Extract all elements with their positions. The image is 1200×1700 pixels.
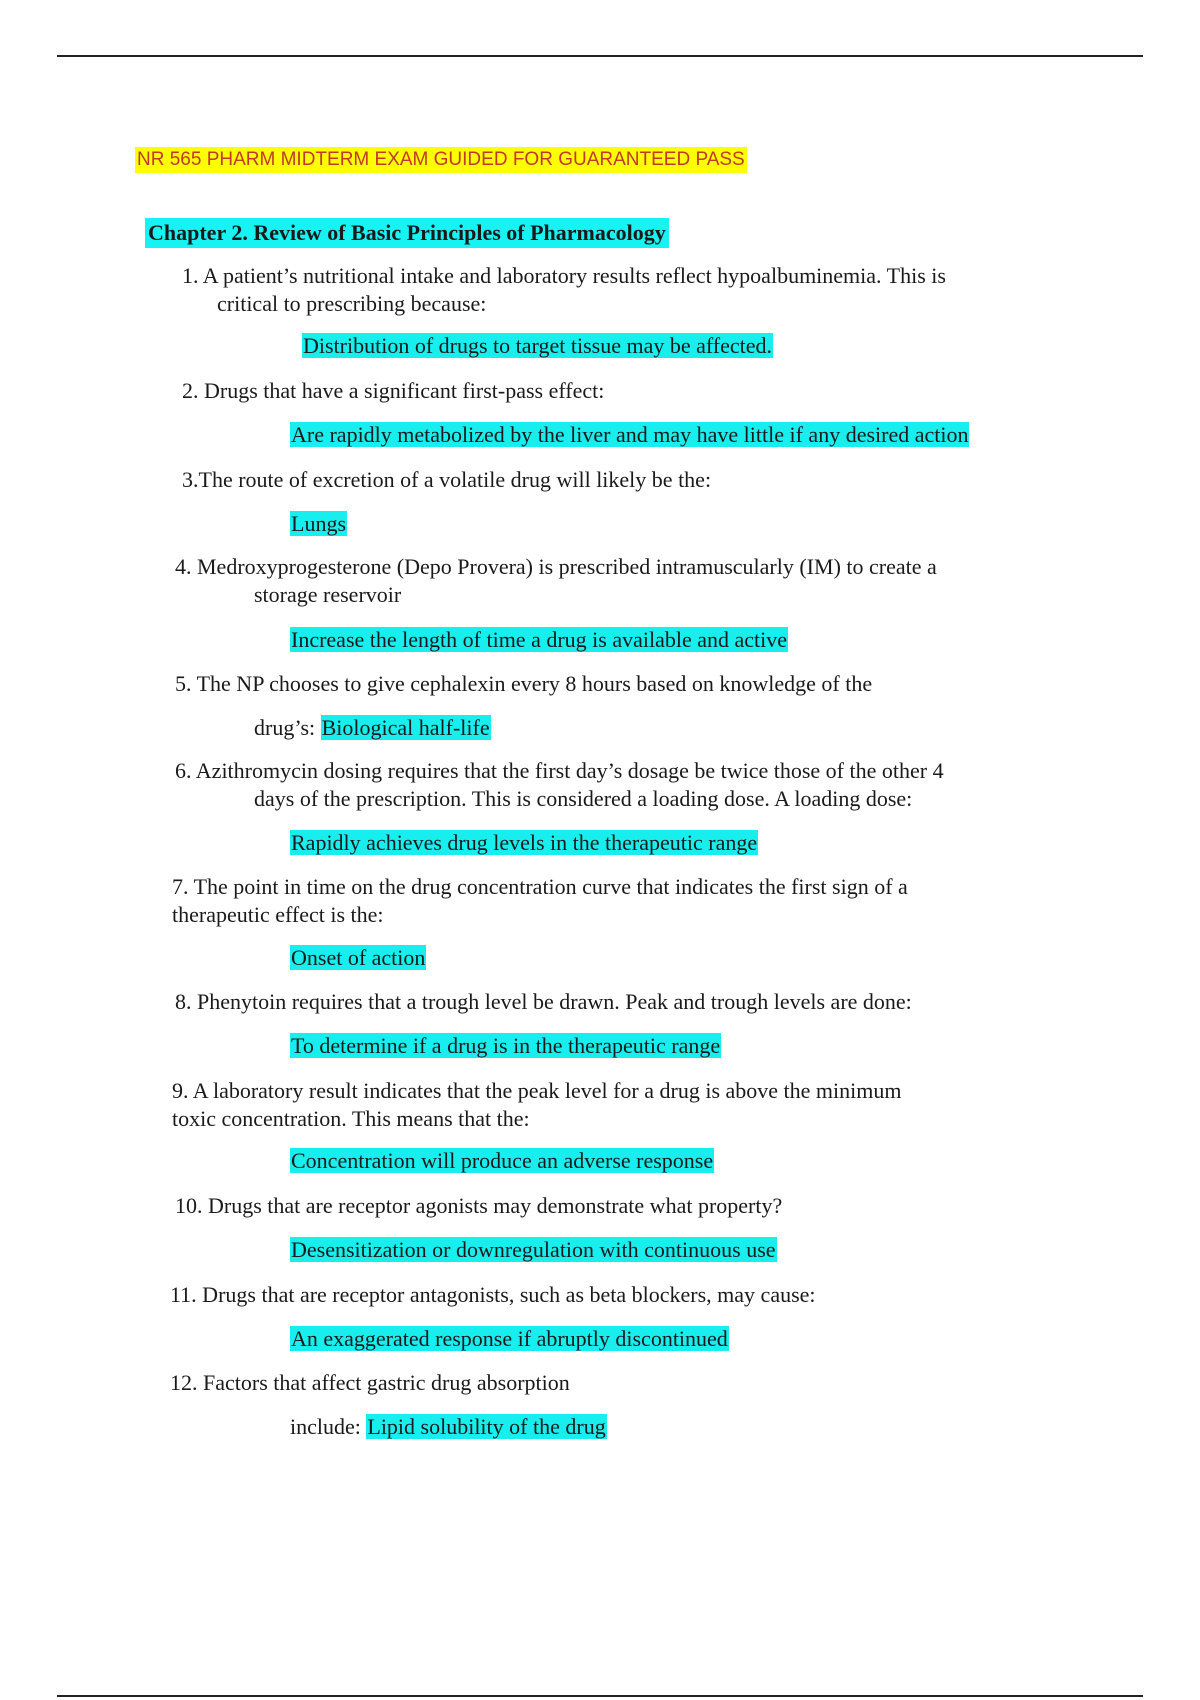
question-3-line-1: 3.The route of excretion of a volatile drug will likely be the:	[182, 467, 712, 492]
bottom-rule	[57, 1695, 1143, 1697]
answer-12	[290, 1413, 607, 1441]
answer-12-text: Lipid solubility of the drug	[367, 1414, 606, 1439]
question-2-line-1: 2. Drugs that have a significant first-pass effect:	[182, 378, 605, 403]
answer-12-prefix: include:	[290, 1414, 361, 1439]
answer-8	[290, 1032, 721, 1060]
answer-3-text: Lungs	[291, 511, 346, 536]
question-1-line-1: 1. A patient’s nutritional intake and laboratory results reflect hypoalbuminemia. This is	[182, 263, 946, 288]
answer-5	[254, 714, 491, 742]
question-12-line-1: 12. Factors that affect gastric drug absorption	[170, 1370, 570, 1395]
answer-5-text: Biological half-life	[321, 715, 490, 740]
question-4-line-1: 4. Medroxyprogesterone (Depo Provera) is prescribed intramuscularly (IM) to create a	[175, 554, 937, 579]
answer-8-text: To determine if a drug is in the therapeutic range	[291, 1033, 721, 1058]
question-10-line-1: 10. Drugs that are receptor agonists may demonstrate what property?	[175, 1193, 783, 1218]
top-rule	[57, 55, 1143, 57]
answer-1-text: Distribution of drugs to target tissue may be affected.	[303, 333, 773, 358]
answer-3	[290, 510, 347, 538]
answer-11-text: An exaggerated response if abruptly discontinued	[291, 1326, 728, 1351]
answer-7	[290, 944, 426, 972]
question-1-line-2: critical to prescribing because:	[217, 291, 487, 316]
question-7-line-2: therapeutic effect is the:	[172, 902, 384, 927]
question-6-line-2: days of the prescription. This is considered a loading dose. A loading dose:	[254, 786, 913, 811]
answer-9-text: Concentration will produce an adverse response	[291, 1148, 714, 1173]
answer-10	[290, 1236, 777, 1264]
answer-9	[290, 1147, 714, 1175]
answer-6	[290, 829, 758, 857]
answer-10-text: Desensitization or downregulation with continuous use	[291, 1237, 776, 1262]
question-5-line-1: 5. The NP chooses to give cephalexin every 8 hours based on knowledge of the	[175, 671, 873, 696]
answer-1	[302, 332, 773, 360]
answer-4-text: Increase the length of time a drug is available and active	[291, 627, 788, 652]
answer-5-prefix: drug’s:	[254, 715, 316, 740]
question-9-line-1: 9. A laboratory result indicates that the peak level for a drug is above the minimum	[172, 1078, 902, 1103]
question-6-line-1: 6. Azithromycin dosing requires that the first day’s dosage be twice those of the other 4	[175, 758, 944, 783]
question-11-line-1: 11. Drugs that are receptor antagonists, such as beta blockers, may cause:	[170, 1282, 816, 1307]
question-8-line-1: 8. Phenytoin requires that a trough level be drawn. Peak and trough levels are done:	[175, 989, 912, 1014]
document-title: NR 565 PHARM MIDTERM EXAM GUIDED FOR GUARANTEED PASS	[135, 147, 747, 173]
answer-2-text: Are rapidly metabolized by the liver and may have little if any desired action	[291, 422, 969, 447]
answer-11	[290, 1325, 729, 1353]
answer-2	[290, 421, 969, 449]
question-4-line-2: storage reservoir	[254, 582, 402, 607]
chapter-heading: Chapter 2. Review of Basic Principles of Pharmacology	[145, 218, 669, 248]
answer-4	[290, 626, 788, 654]
question-9-line-2: toxic concentration. This means that the:	[172, 1106, 530, 1131]
answer-6-text: Rapidly achieves drug levels in the therapeutic range	[291, 830, 758, 855]
question-7-line-1: 7. The point in time on the drug concentration curve that indicates the first sign of a	[172, 874, 908, 899]
answer-7-text: Onset of action	[291, 945, 426, 970]
